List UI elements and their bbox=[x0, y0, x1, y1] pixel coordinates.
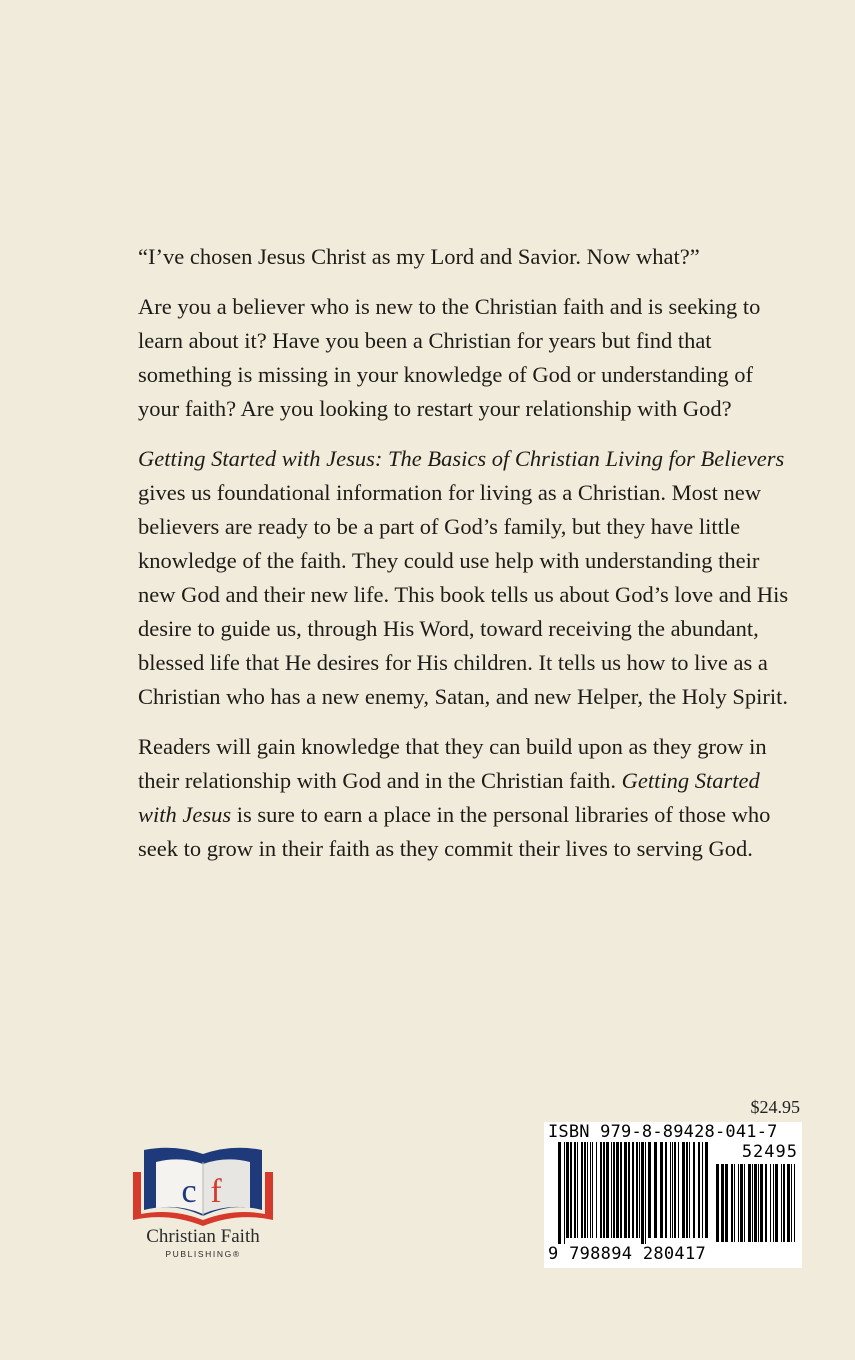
barcode-bar bbox=[665, 1142, 667, 1238]
barcode-bar bbox=[660, 1142, 663, 1238]
closing-text-end: is sure to earn a place in the personal libraries of those who seek to grow in their faith as they commit their lives to serving God. bbox=[138, 802, 771, 861]
barcode-bar bbox=[787, 1164, 790, 1242]
barcode-bar bbox=[566, 1142, 569, 1238]
book-short-title: Getting Started with Jesus bbox=[138, 768, 760, 827]
barcode-bar bbox=[698, 1142, 700, 1238]
addon-barcode-bars bbox=[716, 1164, 796, 1246]
barcode-bar bbox=[794, 1164, 795, 1242]
barcode-bar bbox=[682, 1142, 685, 1238]
barcode-bar bbox=[770, 1164, 771, 1242]
barcode-bar bbox=[587, 1142, 588, 1238]
logo-letter-f: f bbox=[210, 1173, 222, 1210]
barcode-bar bbox=[648, 1142, 651, 1238]
barcode-bar bbox=[781, 1164, 782, 1242]
price-label: $24.95 bbox=[750, 1097, 800, 1117]
isbn-number: ISBN 979-8-89428-041-7 bbox=[548, 1122, 778, 1142]
barcode-bar bbox=[632, 1142, 634, 1238]
barcode-bar bbox=[678, 1142, 679, 1238]
registered-mark: ® bbox=[232, 1249, 241, 1259]
barcode-bar bbox=[752, 1164, 753, 1242]
barcode-bar bbox=[758, 1164, 759, 1242]
logo-letter-c: c bbox=[181, 1173, 197, 1210]
barcode-bar bbox=[611, 1142, 612, 1238]
barcode-bar bbox=[600, 1142, 602, 1238]
barcode-bar bbox=[716, 1164, 719, 1242]
barcode-bar bbox=[705, 1142, 708, 1238]
barcode-bar bbox=[783, 1164, 785, 1242]
price-addon-number: 52495 bbox=[741, 1142, 798, 1162]
ean-digits: 9 798894 280417 bbox=[548, 1244, 707, 1264]
barcode-bar bbox=[616, 1142, 619, 1238]
barcode-bar bbox=[731, 1164, 733, 1242]
open-book-icon bbox=[128, 1138, 278, 1230]
closing-text-start: Readers will gain knowledge that they can build upon as they grow in their relationship with God and in the Christian faith. bbox=[138, 734, 767, 793]
barcode-bar bbox=[744, 1164, 745, 1242]
barcode-bar bbox=[606, 1142, 609, 1238]
barcode-bar bbox=[590, 1142, 591, 1238]
ean-barcode-bars bbox=[558, 1142, 708, 1246]
barcode-bar bbox=[613, 1142, 615, 1238]
barcode-bar bbox=[754, 1164, 757, 1242]
barcode-bar bbox=[639, 1142, 640, 1238]
opening-quote: “I’ve chosen Jesus Christ as my Lord and Savior. Now what?” bbox=[138, 244, 700, 269]
barcode-bar bbox=[672, 1142, 673, 1238]
barcode-bar bbox=[670, 1142, 671, 1238]
barcode-bar bbox=[596, 1142, 597, 1238]
barcode-bar bbox=[734, 1164, 735, 1242]
publisher-name: Christian Faith bbox=[146, 1226, 260, 1247]
barcode-bar bbox=[674, 1142, 676, 1238]
barcode-bar bbox=[693, 1142, 695, 1238]
barcode-bar bbox=[558, 1142, 561, 1244]
barcode-bar bbox=[791, 1164, 792, 1242]
barcode-bar bbox=[702, 1142, 703, 1238]
barcode-bar bbox=[641, 1142, 644, 1244]
blurb-paragraph-closing bbox=[138, 730, 798, 866]
blurb-paragraph-questions: Are you a believer who is new to the Christian faith and is seeking to learn about it? Have you been a Christian for years but find that something is missing in your knowledge of God or understanding of your faith? Are you looking to restart your relationship with God? bbox=[138, 294, 761, 421]
barcode-bar bbox=[773, 1164, 774, 1242]
back-cover-blurb bbox=[138, 240, 798, 882]
barcode-bar bbox=[686, 1142, 688, 1238]
barcode-bar bbox=[620, 1142, 622, 1238]
barcode-bar bbox=[636, 1142, 638, 1238]
barcode-bar bbox=[689, 1142, 690, 1238]
barcode-bar bbox=[564, 1142, 565, 1244]
barcode-bar bbox=[584, 1142, 586, 1238]
barcode-bar bbox=[574, 1142, 576, 1238]
barcode-bar bbox=[581, 1142, 583, 1238]
barcode-bar bbox=[775, 1164, 778, 1242]
barcode-bar bbox=[645, 1142, 646, 1244]
barcode-bar bbox=[592, 1142, 593, 1238]
barcode-bar bbox=[765, 1164, 767, 1242]
barcode-bar bbox=[748, 1164, 751, 1242]
publisher-subtitle bbox=[128, 1249, 278, 1259]
description-text: gives us foundational information for living as a Christian. Most new believers are ready to be a part of God’s family, but they have little knowledge of the faith. They could use help with understanding their new God and their new life. This book tells us about God’s love and His desire to guide us, through His Word, toward receiving the abundant, blessed life that He desires for His children. It tells us how to live as a Christian who has a new enemy, Satan, and new Helper, the Holy Spirit. bbox=[138, 480, 789, 709]
barcode-bar bbox=[628, 1142, 630, 1238]
publisher-sub-text: PUBLISHING bbox=[165, 1249, 233, 1259]
isbn-barcode bbox=[544, 1122, 802, 1268]
barcode-bar bbox=[738, 1164, 739, 1242]
barcode-bar bbox=[760, 1164, 763, 1242]
barcode-bar bbox=[570, 1142, 572, 1238]
blurb-paragraph-description bbox=[138, 442, 798, 714]
book-full-title: Getting Started with Jesus: The Basics of Christian Living for Believers bbox=[138, 446, 785, 471]
barcode-bar bbox=[603, 1142, 605, 1238]
barcode-bar bbox=[577, 1142, 578, 1238]
barcode-bar bbox=[725, 1164, 728, 1242]
barcode-bar bbox=[654, 1142, 657, 1238]
barcode-bar bbox=[721, 1164, 724, 1242]
publisher-logo bbox=[128, 1138, 278, 1268]
barcode-bar bbox=[624, 1142, 627, 1238]
barcode-bar bbox=[740, 1164, 743, 1242]
